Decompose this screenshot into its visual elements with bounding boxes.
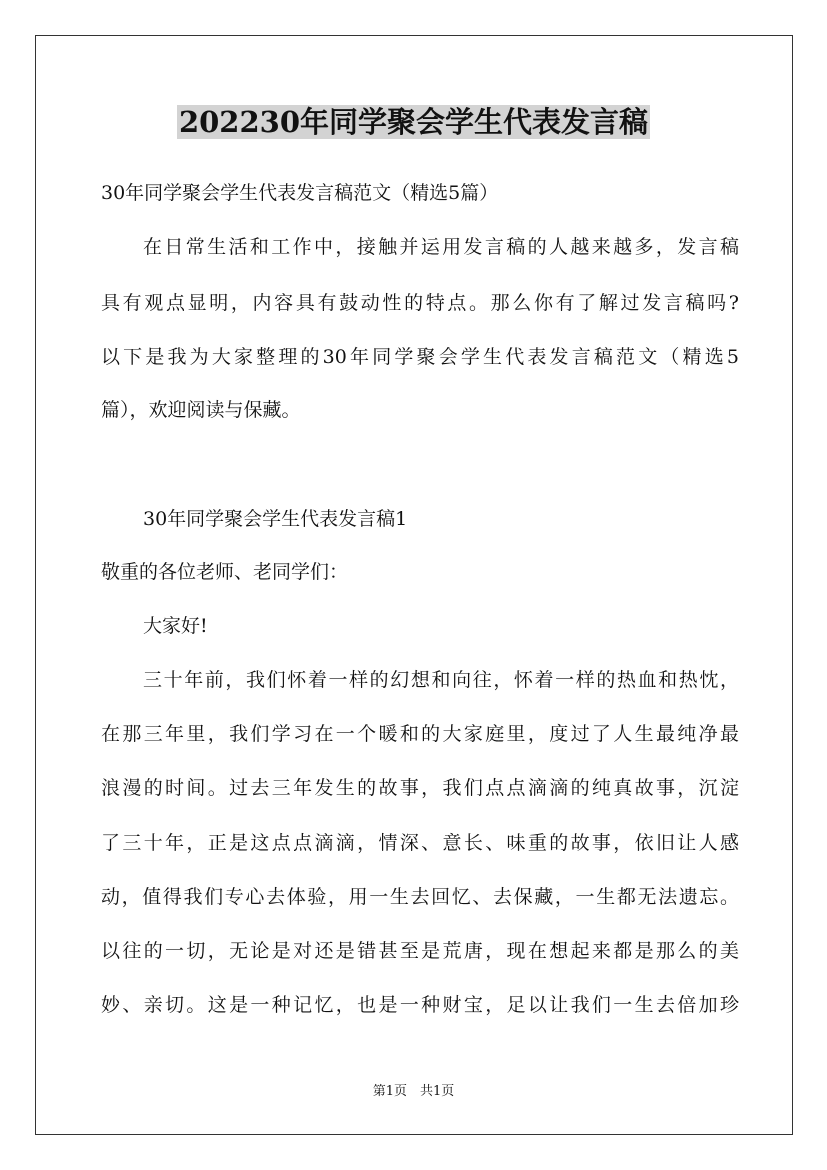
salutation: 敬重的各位老师、老同学们： [101, 561, 349, 583]
body-line-7: 妙、亲切。这是一种记忆，也是一种财宝，足以让我们一生去倍加珍 [101, 994, 739, 1016]
greeting: 大家好! [143, 615, 208, 637]
section-heading: 30年同学聚会学生代表发言稿1 [143, 508, 408, 530]
body-line-4: 了三十年，正是这点点滴滴，情深、意长、味重的故事，依旧让人感 [101, 832, 739, 854]
body-line-2: 在那三年里，我们学习在一个暖和的大家庭里，度过了人生最纯净最 [101, 723, 739, 745]
intro-line-3: 以下是我为大家整理的30年同学聚会学生代表发言稿范文（精选5 [101, 346, 739, 368]
intro-line-4: 篇），欢迎阅读与保藏。 [101, 399, 301, 421]
document-title [0, 100, 827, 144]
body-line-6: 以往的一切，无论是对还是错甚至是荒唐，现在想起来都是那么的美 [101, 940, 739, 962]
document-subtitle: 30年同学聚会学生代表发言稿范文（精选5篇） [101, 182, 499, 204]
body-line-1: 三十年前，我们怀着一样的幻想和向往，怀着一样的热血和热忱， [143, 669, 739, 691]
body-line-5: 动，值得我们专心去体验，用一生去回忆、去保藏，一生都无法遗忘。 [101, 886, 739, 908]
intro-line-1: 在日常生活和工作中，接触并运用发言稿的人越来越多，发言稿 [143, 236, 739, 258]
intro-line-2: 具有观点显明，内容具有鼓动性的特点。那么你有了解过发言稿吗? [101, 292, 739, 314]
page-number-footer: 第1页 共1页 [372, 1084, 455, 1099]
body-line-3: 浪漫的时间。过去三年发生的故事，我们点点滴滴的纯真故事，沉淀 [101, 777, 739, 799]
document-title-text: 202230年同学聚会学生代表发言稿 [178, 105, 649, 139]
